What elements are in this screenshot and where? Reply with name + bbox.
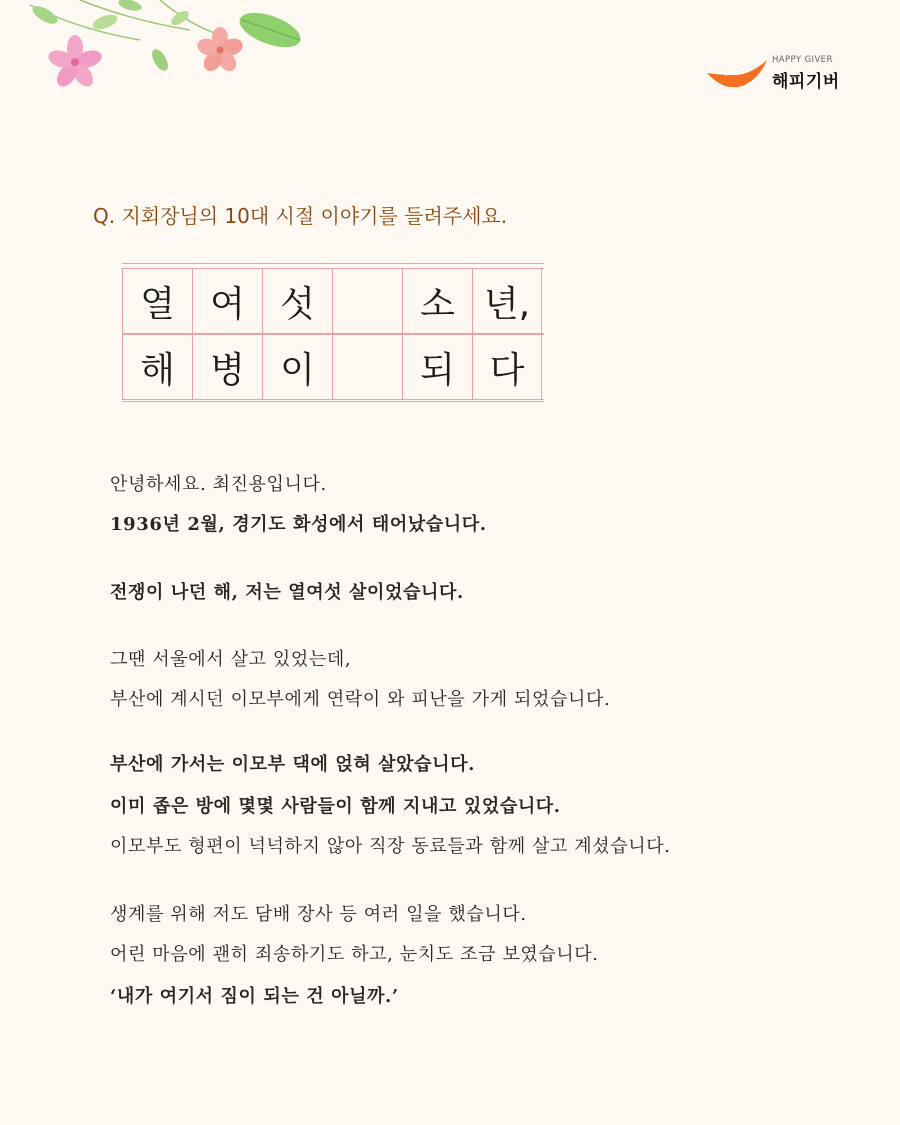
body-line: 이모부도 형편이 넉넉하지 않아 직장 동료들과 함께 살고 계셨습니다. (110, 836, 671, 857)
title-grid-cell (332, 335, 402, 399)
body-line: 그땐 서울에서 살고 있었는데, (110, 649, 352, 670)
title-grid-row (122, 268, 544, 334)
title-grid-row (122, 334, 544, 400)
title-grid-cell: 열 (122, 269, 192, 333)
body-line: 어린 마음에 괜히 죄송하기도 하고, 눈치도 조금 보였습니다. (110, 944, 599, 965)
title-grid-cell: 해 (122, 335, 192, 399)
pink-flower-icon (46, 27, 245, 90)
question-heading: Q. 지회장님의 10대 시절 이야기를 들려주세요. (93, 204, 508, 228)
logo-name: 해피기버 (772, 72, 840, 92)
logo-subtitle: HAPPY GIVER (772, 55, 833, 65)
body-line: 부산에 계시던 이모부에게 연락이 와 피난을 가게 되었습니다. (110, 689, 611, 710)
title-grid-cell: 이 (262, 335, 332, 399)
title-grid-cell: 소 (402, 269, 472, 333)
body-line: 안녕하세요. 최진용입니다. (110, 474, 327, 495)
body-line-bold: 1936년 2월, 경기도 화성에서 태어났습니다. (110, 514, 487, 535)
flower-leaf-decoration (20, 0, 320, 100)
title-grid-cell: 다 (472, 335, 542, 399)
title-grid-cell: 병 (192, 335, 262, 399)
body-line-bold: 전쟁이 나던 해, 저는 열여섯 살이었습니다. (110, 582, 464, 603)
title-grid-cell: 섯 (262, 269, 332, 333)
body-line-bold: ‘내가 여기서 짐이 되는 건 아닐까.’ (110, 986, 399, 1007)
title-grid-cell (332, 269, 402, 333)
body-line: 생계를 위해 저도 담배 장사 등 여러 일을 했습니다. (110, 904, 527, 925)
title-grid-cell: 되 (402, 335, 472, 399)
title-grid-cell: 년, (472, 269, 542, 333)
body-line-bold: 이미 좁은 방에 몇몇 사람들이 함께 지내고 있었습니다. (110, 796, 561, 817)
title-manuscript-grid (122, 263, 544, 402)
title-grid-cell: 여 (192, 269, 262, 333)
body-line-bold: 부산에 가서는 이모부 댁에 얹혀 살았습니다. (110, 754, 475, 775)
